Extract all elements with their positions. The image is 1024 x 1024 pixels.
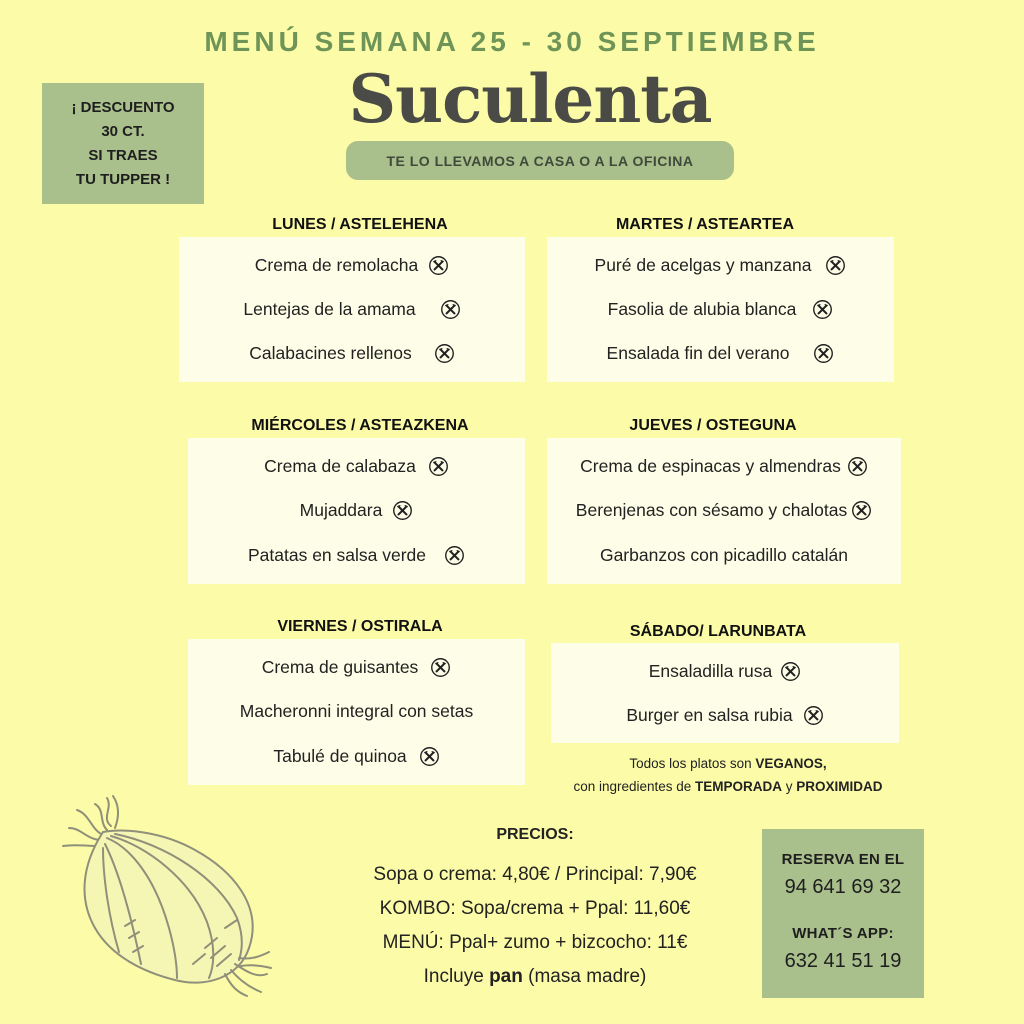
dish-name: Burger en salsa rubia: [626, 704, 793, 725]
reserve-label: RESERVA EN EL: [781, 851, 905, 868]
dish-name: Berenjenas con sésamo y chalotas: [575, 500, 848, 521]
discount-box: [42, 83, 204, 204]
dish-name: Crema de remolacha: [254, 254, 419, 275]
dish-item: [188, 697, 525, 727]
dish-name: Macheronni integral con setas: [239, 701, 474, 722]
dish-item: [179, 250, 525, 280]
crossed-cutlery-icon: [444, 545, 465, 566]
day-menu-martes: [547, 237, 894, 382]
crossed-cutlery-icon: [428, 255, 449, 276]
dish-item: [188, 496, 525, 526]
dish-name: Tabulé de quinoa: [273, 746, 407, 767]
price-line: MENÚ: Ppal+ zumo + bizcocho: 11€: [382, 932, 688, 953]
discount-line: 30 CT.: [101, 122, 145, 140]
dish-item: [547, 250, 894, 280]
note-bold: PROXIMIDAD: [796, 779, 883, 794]
brand-logo-text: Suculenta: [348, 60, 712, 138]
phone-number[interactable]: 94 641 69 32: [784, 876, 902, 898]
week-title: MENÚ SEMANA 25 - 30 SEPTIEMBRE: [204, 26, 820, 57]
crossed-cutlery-icon: [434, 343, 455, 364]
dish-item: [551, 656, 899, 686]
dish-item: [188, 451, 525, 481]
dish-item: [547, 339, 894, 369]
dish-name: Calabacines rellenos: [249, 343, 412, 364]
note-text: Todos los platos son: [629, 756, 756, 771]
crossed-cutlery-icon: [780, 661, 801, 682]
day-title-martes: MARTES / ASTEARTEA: [615, 216, 795, 233]
tagline-text: TE LO LLEVAMOS A CASA O A LA OFICINA: [386, 152, 694, 169]
dish-name: Ensalada fin del verano: [606, 343, 790, 364]
whatsapp-label: WHAT´S APP:: [792, 925, 894, 942]
dish-name: Patatas en salsa verde: [247, 545, 427, 566]
dish-name: Fasolia de alubia blanca: [607, 298, 797, 319]
crossed-cutlery-icon: [851, 500, 872, 521]
price-line: [330, 960, 740, 994]
crossed-cutlery-icon: [803, 705, 824, 726]
note-bold: VEGANOS,: [755, 756, 827, 771]
dish-item: [188, 742, 525, 772]
prices-title: PRECIOS:: [496, 826, 574, 843]
dish-item: [179, 294, 525, 324]
crossed-cutlery-icon: [419, 746, 440, 767]
dish-item: [188, 541, 525, 571]
crossed-cutlery-icon: [440, 299, 461, 320]
dish-name: Crema de espinacas y almendras: [580, 455, 841, 476]
dish-name: Lentejas de la amama: [243, 298, 416, 319]
vegan-note: [548, 752, 908, 798]
dish-name: Garbanzos con picadillo catalán: [599, 545, 849, 566]
dish-item: [551, 700, 899, 730]
dish-item: [188, 652, 525, 682]
note-text: con ingredientes de: [573, 779, 696, 794]
dish-name: Crema de calabaza: [264, 455, 416, 476]
crossed-cutlery-icon: [847, 456, 868, 477]
day-menu-viernes: [188, 639, 525, 785]
note-bold: TEMPORADA: [695, 779, 783, 794]
dish-item: [179, 339, 525, 369]
dish-name: Mujaddara: [299, 500, 383, 521]
day-menu-lunes: [179, 237, 525, 382]
dish-item: [547, 541, 901, 571]
price-line: Sopa o crema: 4,80€ / Principal: 7,90€: [373, 864, 697, 885]
onion-icon: [55, 788, 275, 998]
discount-line: ¡ DESCUENTO: [71, 98, 175, 116]
crossed-cutlery-icon: [813, 343, 834, 364]
whatsapp-number[interactable]: 632 41 51 19: [784, 950, 902, 972]
dish-name: Ensaladilla rusa: [648, 660, 773, 681]
reservation-box: [762, 829, 924, 998]
price-line: KOMBO: Sopa/crema + Ppal: 11,60€: [379, 898, 691, 919]
prices-section: [330, 826, 740, 994]
dish-item: [547, 294, 894, 324]
price-bold: pan: [489, 966, 523, 987]
day-title-viernes: VIERNES / OSTIRALA: [277, 618, 443, 635]
day-title-miercoles: MIÉRCOLES / ASTEAZKENA: [251, 417, 469, 434]
dish-item: [547, 451, 901, 481]
crossed-cutlery-icon: [825, 255, 846, 276]
crossed-cutlery-icon: [428, 456, 449, 477]
tagline-badge: [346, 141, 734, 180]
price-text: Incluye: [423, 966, 490, 987]
day-menu-miercoles: [188, 438, 525, 584]
dish-item: [547, 496, 901, 526]
day-title-jueves: JUEVES / OSTEGUNA: [629, 417, 797, 434]
dish-name: Puré de acelgas y manzana: [594, 254, 812, 275]
day-title-lunes: LUNES / ASTELEHENA: [272, 216, 448, 233]
day-menu-sabado: [551, 643, 899, 743]
price-text: (masa madre): [522, 966, 647, 987]
discount-line: TU TUPPER !: [75, 170, 171, 188]
crossed-cutlery-icon: [430, 657, 451, 678]
day-title-sabado: SÁBADO/ LARUNBATA: [629, 623, 807, 640]
note-text: y: [782, 779, 797, 794]
crossed-cutlery-icon: [392, 500, 413, 521]
day-menu-jueves: [547, 438, 901, 584]
discount-line: SI TRAES: [88, 146, 158, 164]
dish-name: Crema de guisantes: [261, 656, 419, 677]
crossed-cutlery-icon: [812, 299, 833, 320]
